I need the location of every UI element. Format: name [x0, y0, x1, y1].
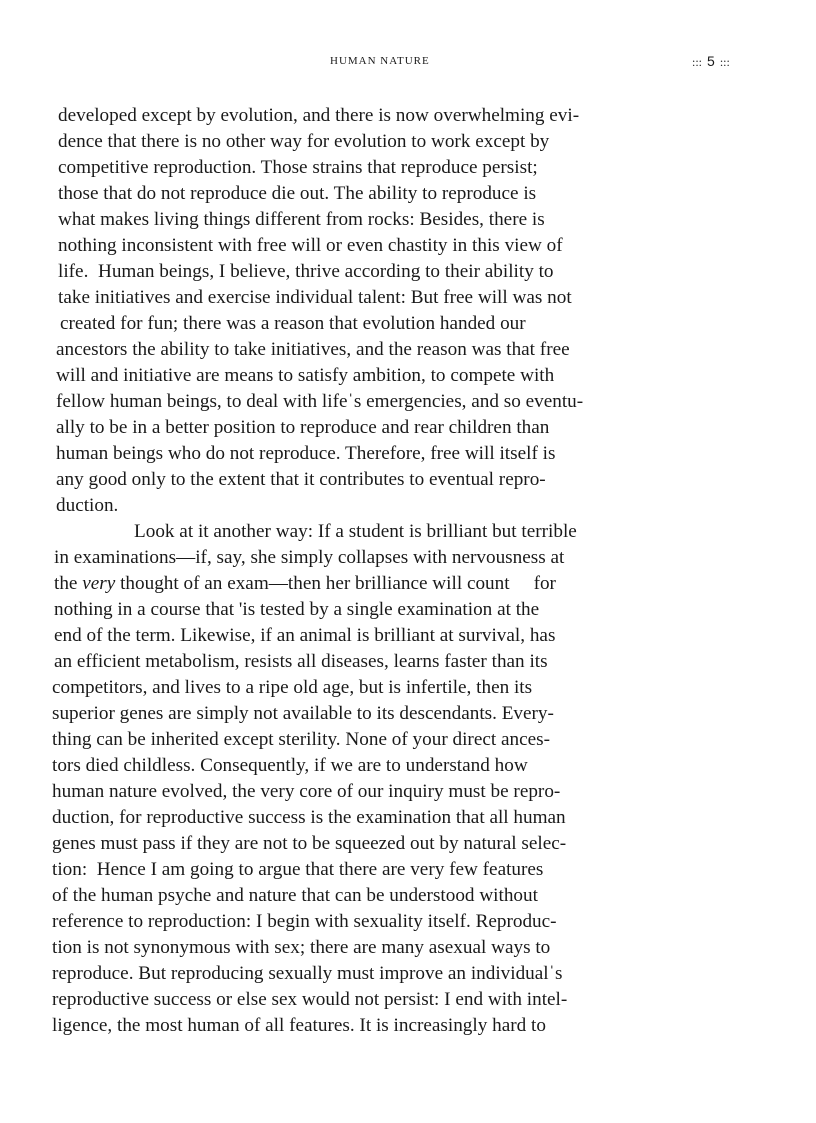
text-line: those that do not reproduce die out. The ability to reproduce is: [58, 183, 537, 204]
text-line: an efficient metabolism, resists all diseases, learns faster than its: [54, 651, 548, 672]
page-number-suffix: :::: [719, 55, 730, 69]
text-line: duction.: [56, 495, 119, 516]
text-line: end of the term. Likewise, if an animal is brilliant at survival, has: [54, 625, 556, 646]
text-line: reference to reproduction: I begin with sexuality itself. Reproduc-: [52, 911, 557, 932]
text-line: nothing inconsistent with free will or even chastity in this view of: [58, 235, 563, 256]
text-line: ally to be in a better position to reproduce and rear children than: [56, 417, 550, 438]
text-line: competitors, and lives to a ripe old age, but is infertile, then its: [52, 677, 533, 698]
text-line: ancestors the ability to take initiatives, and the reason was that free: [56, 339, 570, 360]
text-line: take initiatives and exercise individual talent: But free will was not: [58, 287, 572, 308]
text-line: tion: Hence I am going to argue that there are very few features: [52, 859, 544, 880]
text-run: the: [54, 573, 83, 594]
text-line: human nature evolved, the very core of our inquiry must be repro-: [52, 781, 561, 802]
text-line: life. Human beings, I believe, thrive according to their ability to: [58, 261, 554, 282]
text-line: of the human psyche and nature that can be understood without: [52, 885, 538, 906]
text-line: reproduce. But reproducing sexually must improve an individualˈs: [52, 963, 563, 984]
text-line: tion is not synonymous with sex; there are many asexual ways to: [52, 937, 551, 958]
text-line: created for fun; there was a reason that evolution handed our: [60, 313, 526, 334]
text-line: nothing in a course that 'is tested by a single examination at the: [54, 599, 540, 620]
text-line: developed except by evolution, and there is now overwhelming evi-: [58, 105, 580, 126]
text-line: reproductive success or else sex would not persist: I end with intel-: [52, 989, 568, 1010]
text-line: ligence, the most human of all features. It is increasingly hard to: [52, 1015, 546, 1036]
running-head: [0, 55, 816, 73]
text-line: human beings who do not reproduce. Therefore, free will itself is: [56, 443, 556, 464]
text-line: duction, for reproductive success is the examination that all human: [52, 807, 566, 828]
text-line: tors died childless. Consequently, if we are to understand how: [52, 755, 528, 776]
emphasis-word: very: [82, 573, 116, 594]
page-number-value: 5: [707, 53, 715, 69]
text-line: [54, 571, 556, 597]
text-line: genes must pass if they are not to be squeezed out by natural selec-: [52, 833, 567, 854]
page-number: [692, 53, 730, 70]
text-line: what makes living things different from rocks: Besides, there is: [58, 209, 545, 230]
text-line: dence that there is no other way for evolution to work except by: [58, 131, 550, 152]
text-line: will and initiative are means to satisfy ambition, to compete with: [56, 365, 555, 386]
text-line: any good only to the extent that it contributes to eventual repro-: [56, 469, 546, 490]
text-line: in examinations—if, say, she simply collapses with nervousness at: [54, 547, 565, 568]
text-line: superior genes are simply not available to its descendants. Every-: [52, 703, 554, 724]
paragraph-first-line: Look at it another way: If a student is brilliant but terrible: [134, 521, 577, 542]
text-line: competitive reproduction. Those strains that reproduce persist;: [58, 157, 538, 178]
text-run: thought of an exam—then her brilliance will count for: [115, 573, 556, 594]
running-title: HUMAN NATURE: [330, 55, 430, 67]
text-line: thing can be inherited except sterility. None of your direct ances-: [52, 729, 550, 750]
text-line: fellow human beings, to deal with lifeˈs emergencies, and so eventu-: [56, 391, 584, 412]
page-number-prefix: :::: [692, 55, 703, 69]
